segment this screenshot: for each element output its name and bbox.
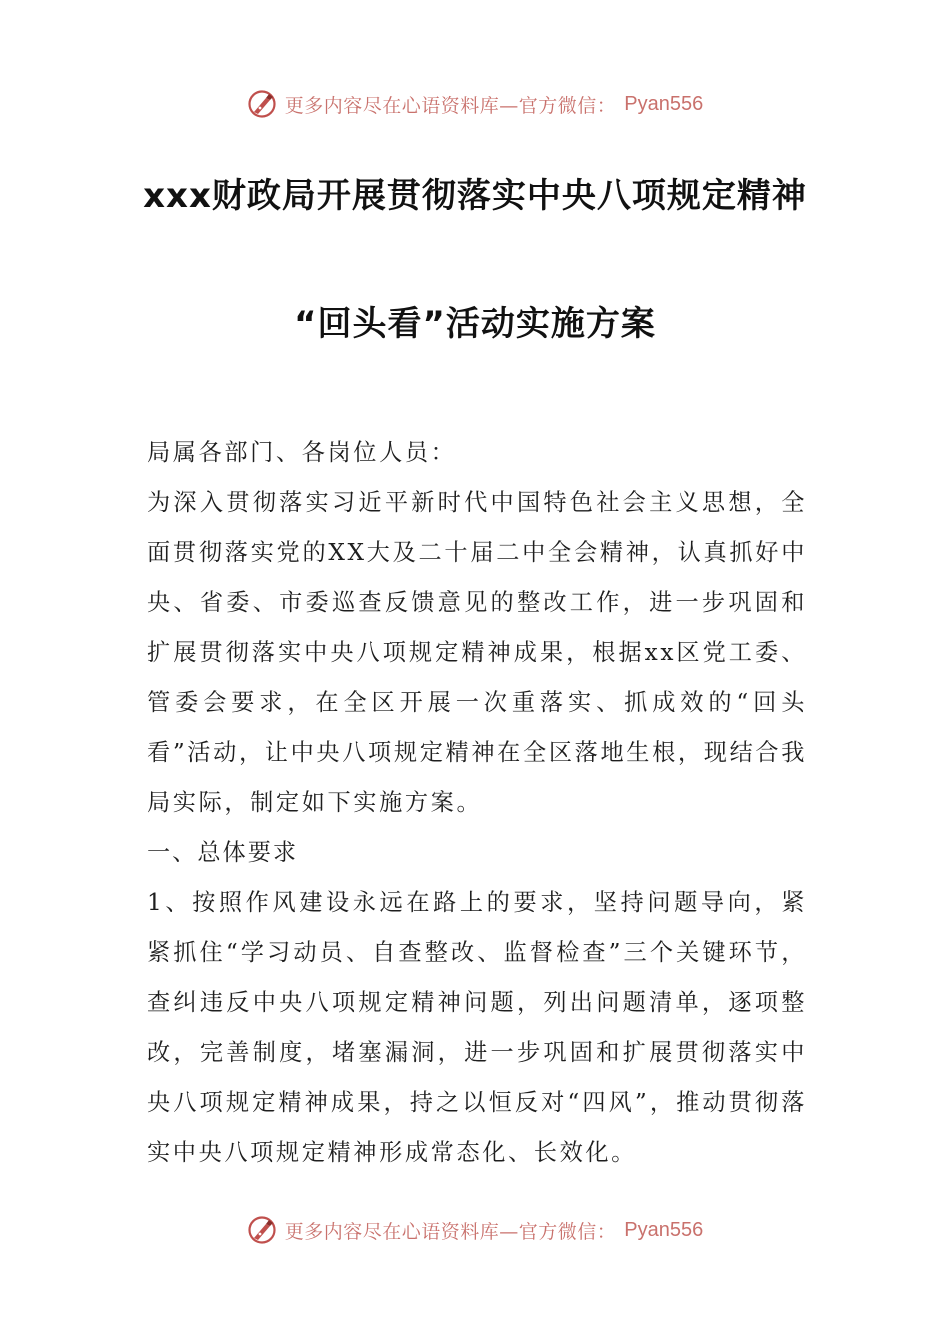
document-body [147, 428, 807, 1178]
header-watermark [0, 82, 950, 126]
pen-nib-logo-icon [247, 1215, 277, 1245]
footer-watermark [0, 1208, 950, 1252]
document-title-line-1: xxx财政局开展贯彻落实中央八项规定精神 [143, 176, 807, 216]
watermark-text: 更多内容尽在心语资料库—官方微信： [284, 94, 617, 117]
watermark-wechat-id: Pyan556 [624, 1218, 704, 1241]
document-title-line-2: “回头看”活动实施方案 [294, 304, 656, 344]
watermark-wechat-id: Pyan556 [624, 92, 704, 115]
salutation: 局属各部门、各岗位人员： [147, 439, 457, 466]
watermark-text: 更多内容尽在心语资料库—官方微信： [284, 1220, 617, 1243]
section-1-heading: 一、总体要求 [147, 839, 299, 866]
pen-nib-logo-icon [247, 89, 277, 119]
intro-paragraph: 为深入贯彻落实习近平新时代中国特色社会主义思想，全面贯彻落实党的XX大及二十届二中全会精神，认真抓好中央、省委、市委巡查反馈意见的整改工作，进一步巩固和扩展贯彻落实中央八项规定精神成果，根据xx区党工委、管委会要求，在全区开展一次重落实、抓成效的“回头看”活动，让中央八项规定精神在全区落地生根，现结合我局实际，制定如下实施方案。 [147, 489, 807, 816]
section-1-item-1: 1、按照作风建设永远在路上的要求，坚持问题导向，紧紧抓住“学习动员、自查整改、监督检查”三个关键环节，查纠违反中央八项规定精神问题，列出问题清单，逐项整改，完善制度，堵塞漏洞，进一步巩固和扩展贯彻落实中央八项规定精神成果，持之以恒反对“四风”，推动贯彻落实中央八项规定精神形成常态化、长效化。 [147, 889, 807, 1166]
